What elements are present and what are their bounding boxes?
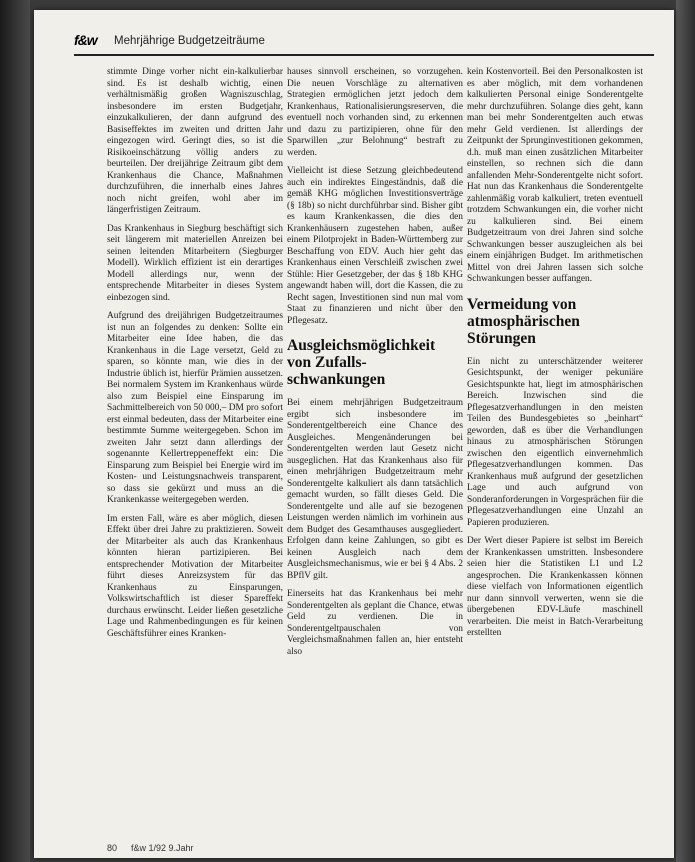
paragraph: Aufgrund des dreijährigen Budgetzeitraumes ist nun an folgendes zu denken: Sollte ein Mitarbeiter eine Idee haben, die das Krankenhaus in die Lage versetzt, Geld zu sparen, so könnte man, wie dies in der Industrie üblich ist, hierfür Prämien aussetzen. Bei normalem System im Krankenhaus würde also zum Beispiel eine Einsparung im Sachmittelbereich von 50 000,– DM pro sofort erst einmal bedeuten, dass der Mitarbeiter eine bestimmte Summe weitergegeben. Schon im zweiten Jahr setzt dann allerdings der sogenannte Kellertreppeneffekt ein: Die Einsparung zum Beispiel bei Energie wird im Kosten- und Leistungsnachweis transparent, so dass sie gekürzt und muss an die Krankenkasse weitergegeben werden. bbox=[107, 311, 283, 505]
text-column-3 bbox=[467, 67, 643, 647]
text-column-2 bbox=[287, 67, 463, 665]
page-number: 80 bbox=[107, 843, 118, 853]
magazine-page bbox=[34, 10, 674, 858]
scan-edge-left bbox=[0, 0, 30, 862]
paragraph: stimmte Dinge vorher nicht ein-kalkulierbar sind. Es ist deshalb wichtig, einen verhältnismäßig großen Wagniszuschlag, insbesondere im ersten Budgetjahr, einzukalkulieren, der dann aufgrund des Basiseffektes im zweiten und dritten Jahr eingezogen wird. Geringt dies, so ist die Risikoeinschätzung völlig anders zu beurteilen. Der dreijährige Zeitraum gibt dem Krankenhaus die Chance, Maßnahmen durchzuführen, die innerhalb eines Jahres noch nicht greifen, wohl aber im längerfristigen Zeitraum. bbox=[107, 67, 283, 215]
paragraph: Das Krankenhaus in Siegburg beschäftigt sich seit längerem mit materiellen Anreizen bei seinen leitenden Mitarbeitern (Siegburger Modell). Wirklich effizient ist ein derartiges Modell allerdings nur, wenn der entsprechende Mitarbeiter in dieses System einbezogen sind. bbox=[107, 223, 283, 303]
paragraph: Vielleicht ist diese Setzung gleichbedeutend auch ein indirektes Eingeständnis, daß die gemäß KHG möglichen Investitionsverträge (§ 18b) so nicht durchführbar sind. Bisher gibt es kaum Krankenkassen, die dies den Krankenhäusern zugestehen haben, außer einem Pilotprojekt in Baden-Württemberg zur Beschaffung von EDV. Auch hier geht das Krankenhaus einen Verschleiß zwischen zwei Stühle: Hier Gesetzgeber, der das § 18b KHG angewandt haben will, dort die Kassen, die zu Recht sagen, Investitionen sind nun mal vom Staat zu finanzieren und nicht über den Pflegesatz. bbox=[287, 166, 463, 326]
paragraph: kein Kostenvorteil. Bei den Personalkosten ist es aber möglich, mit dem vorhandenen kalkulierten Personal einige Sonderentgelte mehr durchzuführen. Solange dies geht, kann man bei mehr Sonderentgelten auch etwas mehr Geld verdienen. Ist allerdings der Zeitpunkt der Sprunginvestitionen gekommen, d.h. muß man einen zusätzlichen Mitarbeiter einstellen, so rechnen sich die dann anfallenden Mehr-Sonderentgelte nicht sofort. Hat nun das Krankenhaus die Sonderentgelte zahlenmäßig vorab kalkuliert, treten eventuell trotzdem Schwankungen ein, die vorher nicht zu kalkulieren sind. Bei einem Budgetzeitraum von drei Jahren sind solche Schwankungen besser auszugleichen als bei einem einjährigen Budget. Im arithmetischen Mittel von drei Jahren lassen sich solche Schwankungen besser auffangen. bbox=[467, 67, 643, 284]
scan-edge-right bbox=[676, 0, 695, 862]
paragraph: Bei einem mehrjährigen Budgetzeitraum ergibt sich insbesondere im Sonderentgeltbereich eine Chance des Ausgleiches. Mengenänderungen bei Sonderentgelten werden laut Gesetz nicht ausgeglichen. Hat das Krankenhaus also für einen mehrjährigen Budgetzeitraum mehr Sonderentgelte kalkuliert als dann tatsächlich gemacht wurden, so fällt dieses Geld. Die Sonderentgelte und alle auf sie bezogenen Leistungen werden nämlich im vorhinein aus dem Budget des Gesamthauses ausgegliedert. Erfolgen dann keine Zahlungen, so gibt es keinen Ausgleich nach dem Ausgleichsmechanismus, wie er bei § 4 Abs. 2 BPflV gilt. bbox=[287, 398, 463, 581]
section-heading: Ausgleichsmöglichkeit von Zufalls-schwankungen bbox=[287, 337, 436, 388]
section-heading: Vermeidung von atmosphärischen Störungen bbox=[467, 295, 580, 347]
journal-logo: f&w bbox=[74, 32, 97, 48]
running-header-title: Mehrjährige Budgetzeiträume bbox=[114, 35, 265, 47]
text-column-1 bbox=[107, 67, 283, 647]
paragraph: Einerseits hat das Krankenhaus bei mehr Sonderentgelten als geplant die Chance, etwas Geld zu verdienen. Die in Sonderentgeltpauschalen von Vergleichsmaßnahmen fallen an, hier entsteht also bbox=[287, 589, 463, 657]
paragraph: Ein nicht zu unterschätzender weiterer Gesichtspunkt, der weniger pekuniäre Gesichtspunkte hat, liegt im atmosphärischen Bereich. Inzwischen sind die Pflegesatzverhandlungen in den meisten Teilen des Bundesgebietes so „beinhart“ geworden, daß es über die Verhandlungen hinaus zu atmosphärischen Störungen zwischen den eigentlich einvernehmlich Pflegesatzverhandlungen kommen. Das Krankenhaus muß aufgrund der gesetzlichen Lage und auch aufgrund von Sonderanforderungen in Vorgesprächen für die Pflegesatzverhandlungen eine Unzahl an Papieren produzieren. bbox=[467, 356, 643, 528]
paragraph: Im ersten Fall, wäre es aber möglich, diesen Effekt über drei Jahre zu praktizieren. Soweit der Mitarbeiter als auch das Krankenhaus könnten hieran partizipieren. Bei entsprechender Motivation der Mitarbeiter führt dieses Anreizsystem für das Krankenhaus zu Einsparungen, Volkswirtschaftlich ist dieser Spareffekt durchaus erwünscht. Leider ließen gesetzliche Lage und Rahmenbedingungen es für keinen Geschäftsführer eines Kranken- bbox=[107, 513, 283, 639]
paragraph: Der Wert dieser Papiere ist selbst im Bereich der Krankenkassen umstritten. Insbesondere seien hier die Statistiken L1 und L2 angesprochen. Die Krankenkassen können diese vielfach von Informationen eigentlich nur dann sinnvoll verwerten, wenn sie die übergebenen EDV-Läufe maschinell verarbeiten. Die meist in Batch-Verarbeitung erstellten bbox=[467, 536, 643, 638]
paragraph: hauses sinnvoll erscheinen, so vorzugehen. Die neuen Vorschläge zu alternativen Strategien ermöglichen jetzt jedoch dem Krankenhaus, Rationalisierungsreserven, die eventuell noch vorhanden sind, zu erkennen und dazu zu partizipieren, ohne für den Sparwillen „zur Belohnung“ bestraft zu werden. bbox=[287, 67, 463, 158]
issue-info: f&w 1/92 9.Jahr bbox=[131, 843, 194, 853]
page-footer bbox=[107, 843, 194, 853]
